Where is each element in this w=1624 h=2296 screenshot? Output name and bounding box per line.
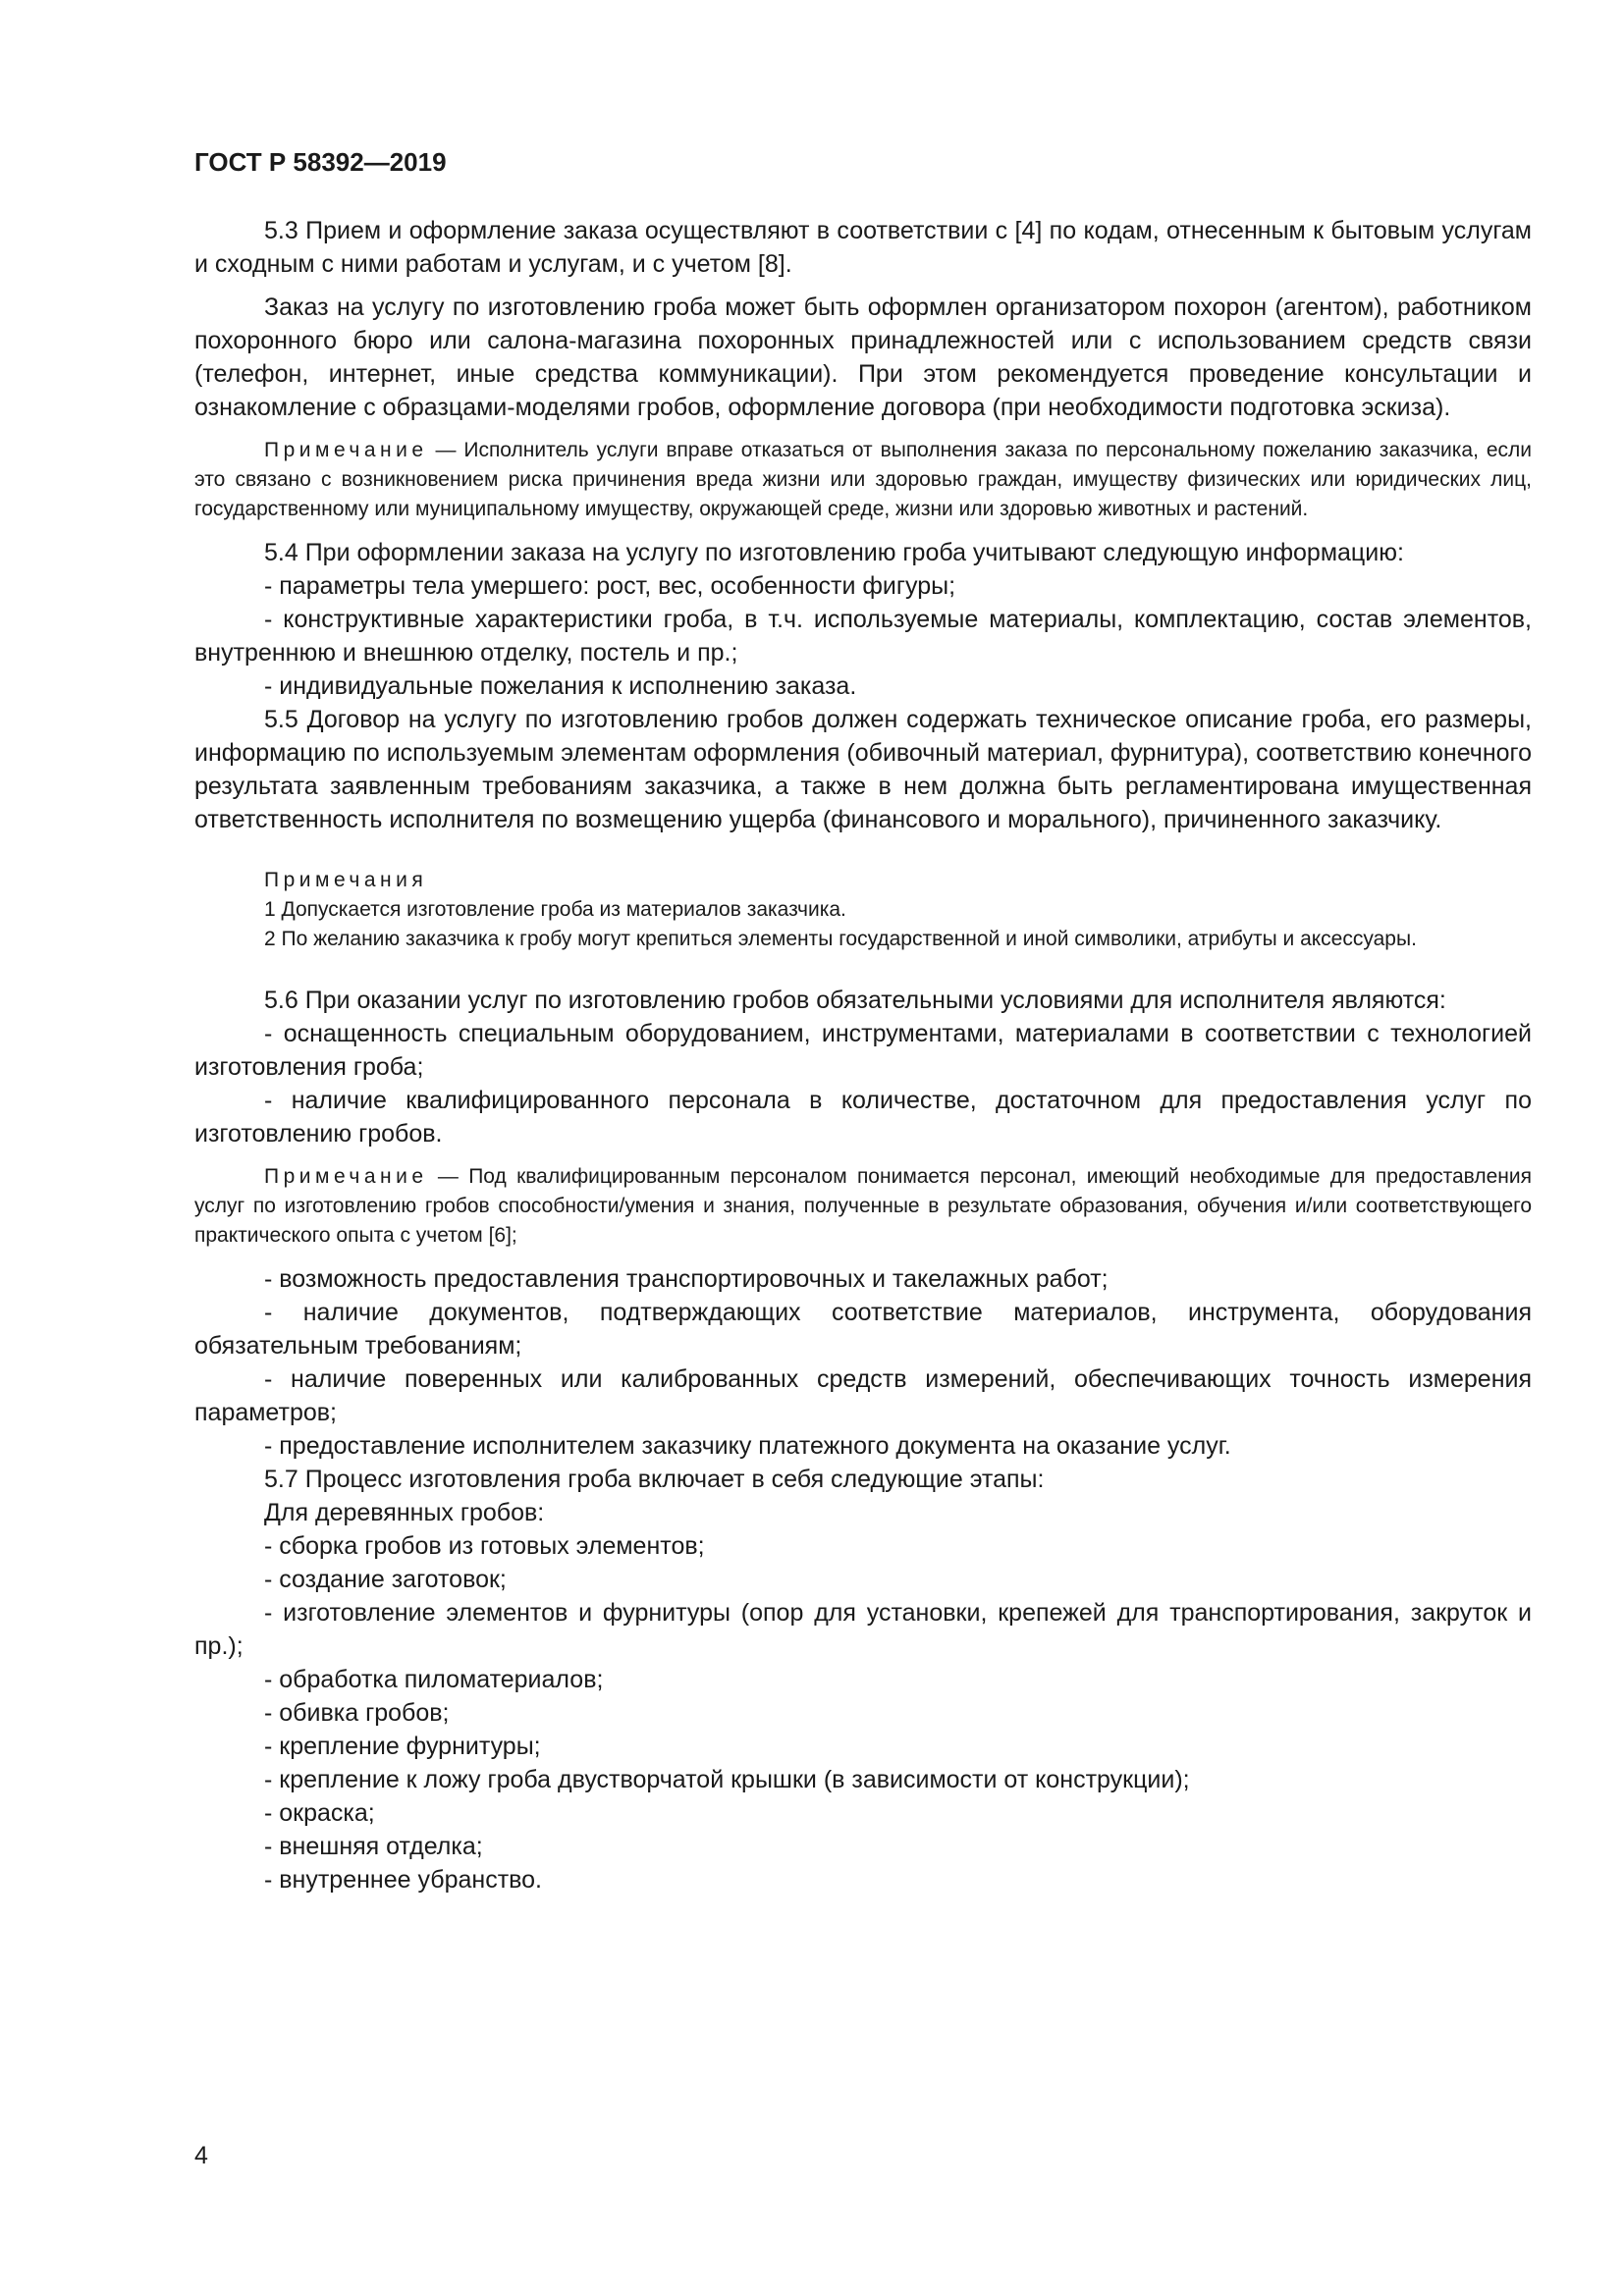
list-item: - параметры тела умершего: рост, вес, особенности фигуры; (264, 572, 956, 600)
list-item: - крепление к ложу гроба двустворчатой крышки (в зависимости от конструкции); (264, 1766, 1190, 1793)
notes-label (194, 866, 1532, 895)
list-item: - индивидуальные пожелания к исполнению заказа. (264, 672, 857, 700)
list-item: - крепление фурнитуры; (264, 1733, 541, 1760)
paragraph-5-3-order: Заказ на услугу по изготовлению гроба может быть оформлен организатором похорон (агентом), работником похоронного бюро или салона-магазина похоронных принадлежностей или с использованием средств связи (телефон, интернет, иные средства коммуникации). При этом рекомендуется проведение консультации и ознакомление с образцами-моделями гробов, оформление договора (при необходимости подготовка эскиза). (194, 294, 1532, 421)
page-number: 4 (194, 2142, 208, 2169)
note-5-6 (194, 1162, 1532, 1251)
note-text: — Под квалифицированным персоналом понимается персонал, имеющий необходимые для предоставления услуг по изготовлению гробов способности/умения и знания, полученные в результате образования, обучения и/или соответствующего практического опыта с учетом [6]; (194, 1165, 1532, 1247)
document-header: ГОСТ Р 58392—2019 (194, 147, 447, 177)
note-label: Примечание (264, 1165, 428, 1188)
list-item: - возможность предоставления транспортировочных и такелажных работ; (264, 1265, 1109, 1293)
list-item: - внешняя отделка; (264, 1833, 483, 1860)
paragraph-5-7: 5.7 Процесс изготовления гроба включает в себя следующие этапы: (264, 1466, 1045, 1493)
list-item: - изготовление элементов и фурнитуры (опор для установки, крепежей для транспортирования, закруток и пр.); (194, 1599, 1532, 1660)
list-item: - создание заготовок; (264, 1566, 507, 1593)
list-item: - внутреннее убранство. (264, 1866, 542, 1894)
note-label: Примечание (264, 439, 428, 461)
list-item: - обивка гробов; (264, 1699, 450, 1727)
list-item: - предоставление исполнителем заказчику платежного документа на оказание услуг. (264, 1432, 1231, 1460)
note-item: 2 По желанию заказчика к гробу могут крепиться элементы государственной и иной символики, атрибуты и аксессуары. (264, 928, 1417, 950)
paragraph-5-4: 5.4 При оформлении заказа на услугу по изготовлению гроба учитывают следующую информацию: (264, 539, 1404, 566)
subheading-wooden-coffins: Для деревянных гробов: (264, 1499, 545, 1526)
list-item: - окраска; (264, 1799, 375, 1827)
list-item: - оснащенность специальным оборудованием, инструментами, материалами в соответствии с технологией изготовления гроба; (194, 1020, 1532, 1081)
list-item: - сборка гробов из готовых элементов; (264, 1532, 705, 1560)
paragraph-5-3: 5.3 Прием и оформление заказа осуществляют в соответствии с [4] по кодам, отнесенным к бытовым услугам и сходным с ними работам и услугам, и с учетом [8]. (194, 217, 1532, 278)
list-item: - конструктивные характеристики гроба, в т.ч. используемые материалы, комплектацию, состав элементов, внутреннюю и внешнюю отделку, постель и пр.; (194, 606, 1532, 667)
note-item: 1 Допускается изготовление гроба из материалов заказчика. (264, 898, 846, 921)
notes-label-text: Примечания (264, 869, 428, 891)
note-text: — Исполнитель услуги вправе отказаться от выполнения заказа по персональному пожеланию заказчика, если это связано с возникновением риска причинения вреда жизни или здоровью граждан, имуществу физических или юридических лиц, государственному или муниципальному имуществу, окружающей среде, жизни или здоровью животных и растений. (194, 439, 1532, 520)
list-item: - обработка пиломатериалов; (264, 1666, 604, 1693)
note-5-3 (194, 436, 1532, 524)
list-item: - наличие документов, подтверждающих соответствие материалов, инструмента, оборудования обязательным требованиям; (194, 1299, 1532, 1360)
paragraph-5-6: 5.6 При оказании услуг по изготовлению гробов обязательными условиями для исполнителя являются: (264, 987, 1446, 1014)
paragraph-5-5: 5.5 Договор на услугу по изготовлению гробов должен содержать техническое описание гроба, его размеры, информацию по используемым элементам оформления (обивочный материал, фурнитура), соответствию конечного результата заявленным требованиям заказчика, а также в нем должна быть регламентирована имущественная ответственность исполнителя по возмещению ущерба (финансового и морального), причиненного заказчику. (194, 706, 1532, 833)
list-item: - наличие поверенных или калиброванных средств измерений, обеспечивающих точность измерения параметров; (194, 1365, 1532, 1426)
list-item: - наличие квалифицированного персонала в количестве, достаточном для предоставления услуг по изготовлению гробов. (194, 1087, 1532, 1148)
document-page (194, 147, 1532, 1896)
